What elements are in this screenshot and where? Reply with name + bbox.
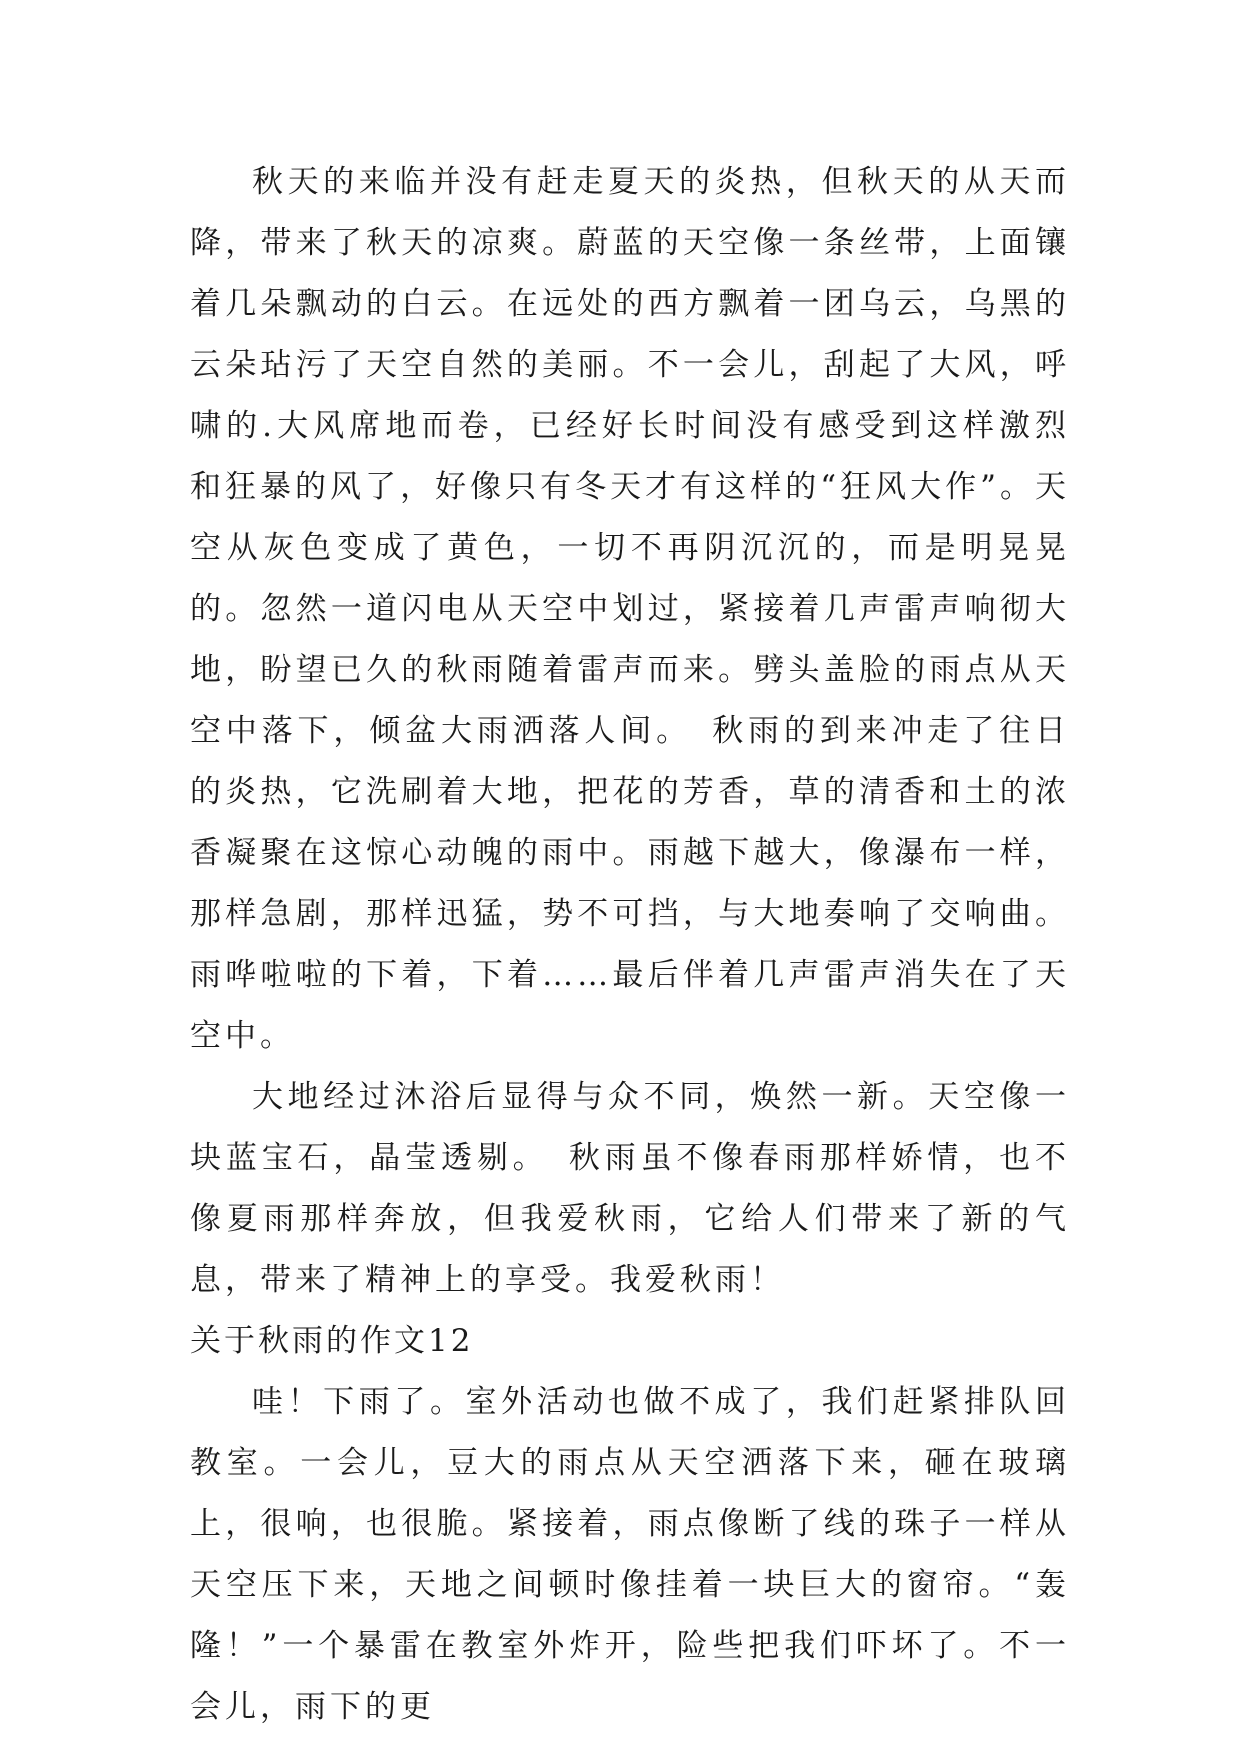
paragraph-autumn-rain: 秋天的来临并没有赶走夏天的炎热，但秋天的从天而降，带来了秋天的凉爽。蔚蓝的天空像一条丝带，上面镶着几朵飘动的白云。在远处的西方飘着一团乌云，乌黑的云朵玷污了天空自然的美丽。不一会儿，刮起了大风，呼啸的.大风席地而卷，已经好长时间没有感受到这样激烈和狂暴的风了，好像只有冬天才有这样的“狂风大作”。天空从灰色变成了黄色，一切不再阴沉沉的，而是明晃晃的。忽然一道闪电从天空中划过，紧接着几声雷声响彻大地，盼望已久的秋雨随着雷声而来。劈头盖脸的雨点从天空中落下，倾盆大雨洒落人间。 秋雨的到来冲走了往日的炎热，它洗刷着大地，把花的芳香，草的清香和土的浓香凝聚在这惊心动魄的雨中。雨越下越大，像瀑布一样，那样急剧，那样迅猛，势不可挡，与大地奏响了交响曲。雨哗啦啦的下着，下着……最后伴着几声雷声消失在了天空中。 — [190, 164, 1070, 1054]
document-page — [190, 152, 1070, 1738]
essay-heading: 关于秋雨的作文12 — [190, 1323, 474, 1359]
paragraph-after-rain: 大地经过沐浴后显得与众不同，焕然一新。天空像一块蓝宝石，晶莹透剔。 秋雨虽不像春雨那样娇情，也不像夏雨那样奔放，但我爱秋雨，它给人们带来了新的气息，带来了精神上的享受。我爱秋雨！ — [190, 1079, 1070, 1298]
paragraph-classroom-rain: 哇！下雨了。室外活动也做不成了，我们赶紧排队回教室。一会儿，豆大的雨点从天空洒落下来，砸在玻璃上，很响，也很脆。紧接着，雨点像断了线的珠子一样从天空压下来，天地之间顿时像挂着一块巨大的窗帘。“轰隆！”一个暴雷在教室外炸开，险些把我们吓坏了。不一会儿，雨下的更 — [190, 1384, 1070, 1725]
